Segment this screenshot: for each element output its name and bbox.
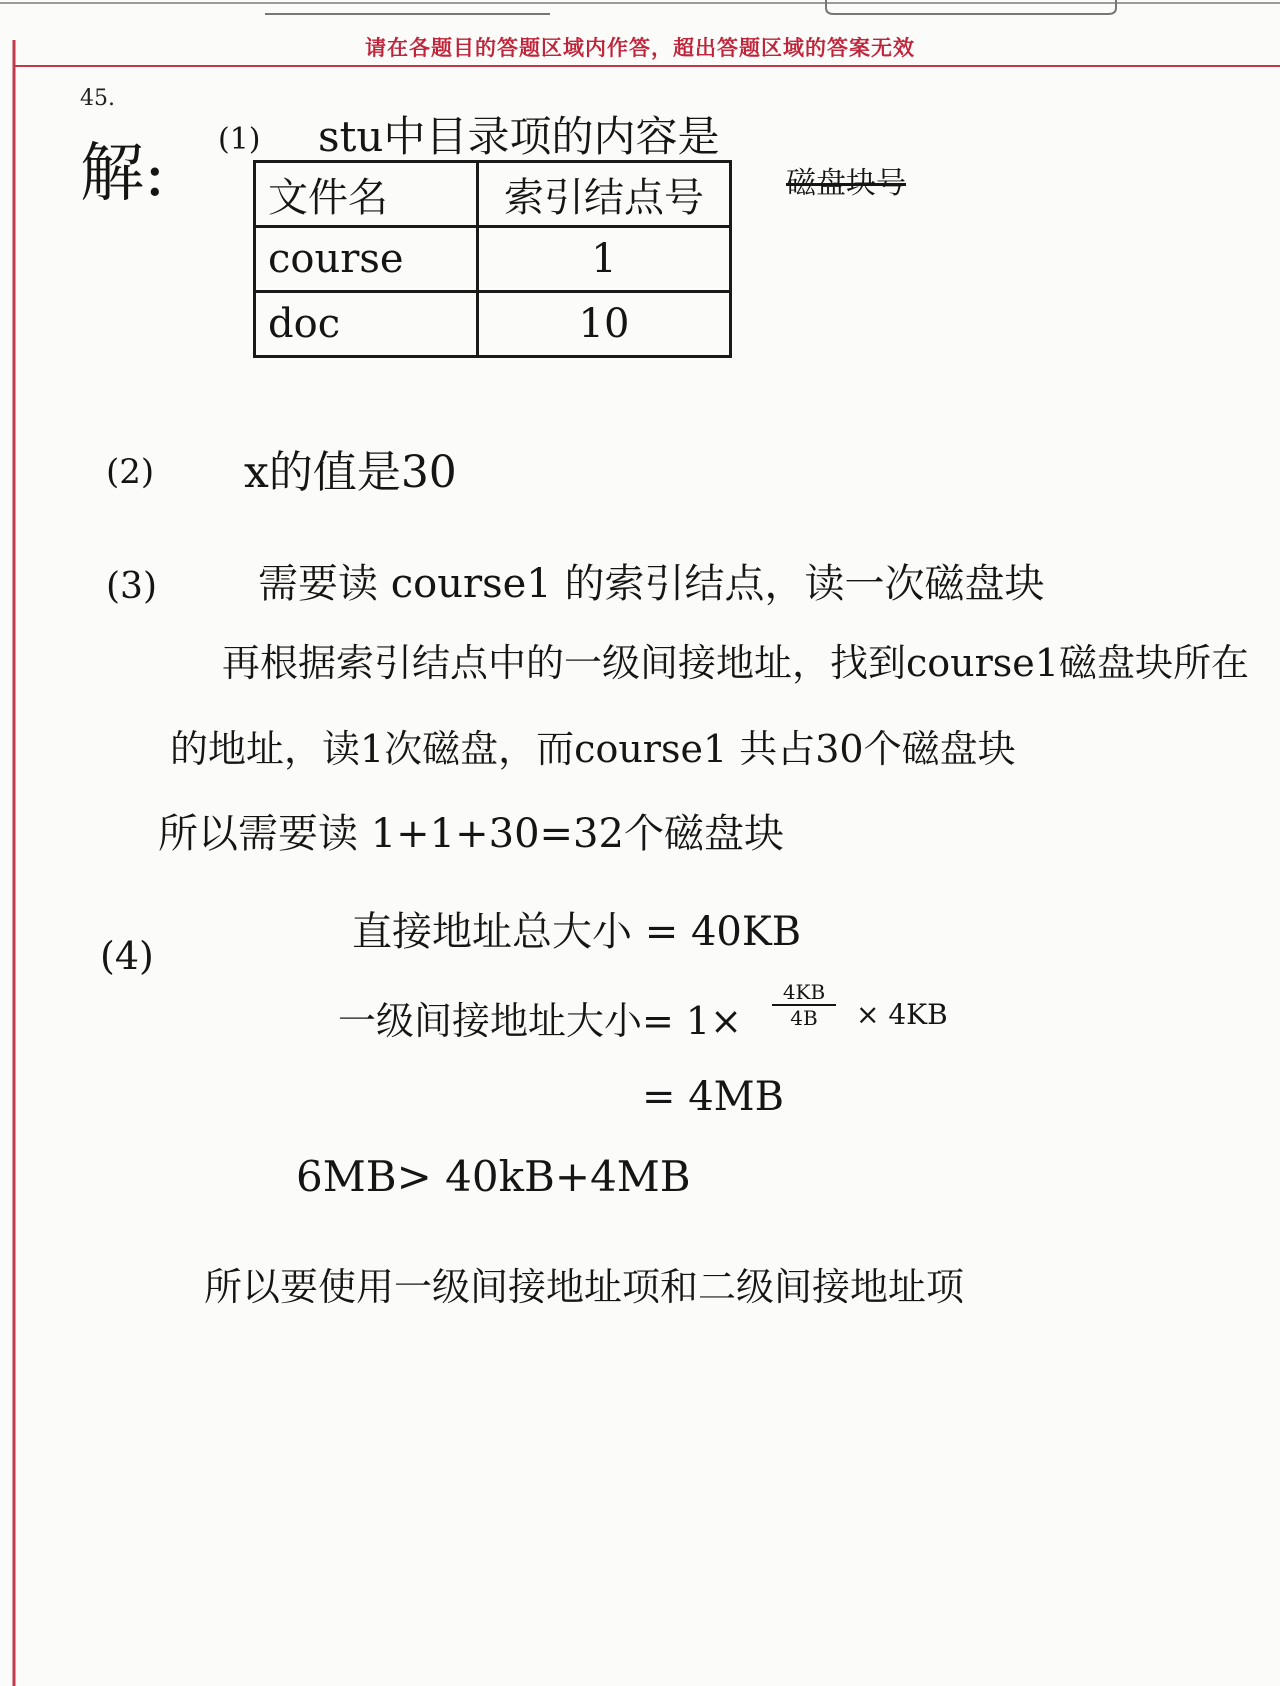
times-suffix: × 4KB (856, 998, 948, 1031)
table-row (255, 227, 731, 292)
part2-label: (2) (106, 452, 155, 492)
fraction-numerator: 4KB (772, 980, 836, 1006)
directory-entry-table (253, 160, 732, 358)
part2-text: x的值是30 (244, 447, 457, 498)
struck-text: 磁盘块号 (786, 166, 906, 201)
table-cell: doc (255, 292, 478, 357)
table-row (255, 292, 731, 357)
header-notice: 请在各题目的答题区域内作答，超出答题区域的答案无效 (365, 36, 915, 60)
part4-line: 所以要使用一级间接地址项和二级间接地址项 (204, 1265, 965, 1309)
part4-line: 一级间接地址大小= 1× (338, 999, 742, 1043)
part3-line: 再根据索引结点中的一级间接地址，找到course1磁盘块所在 (222, 641, 1249, 685)
part3-line: 所以需要读 1+1+30=32个磁盘块 (158, 811, 784, 857)
fraction (772, 980, 836, 1030)
part3-line: 需要读 course1 的索引结点，读一次磁盘块 (258, 561, 1045, 607)
answer-mark: 解: (80, 137, 166, 211)
part3-line: 的地址，读1次磁盘，而course1 共占30个磁盘块 (170, 727, 1016, 771)
table-header-cell: 文件名 (255, 162, 478, 227)
part4-line: 直接地址总大小 = 40KB (352, 909, 802, 955)
part3-label: (3) (106, 566, 157, 607)
part4-line: 6MB> 40kB+4MB (296, 1152, 691, 1201)
table-cell: 10 (478, 292, 731, 357)
part1-label: (1) (218, 122, 261, 157)
part1-heading: stu中目录项的内容是 (318, 112, 720, 161)
fraction-denominator: 4B (790, 1006, 818, 1030)
table-cell: course (255, 227, 478, 292)
question-number: 45. (80, 86, 115, 111)
table-header-row (255, 162, 731, 227)
table-cell: 1 (478, 227, 731, 292)
table-header-cell: 索引结点号 (478, 162, 731, 227)
part4-line: = 4MB (642, 1074, 785, 1120)
part4-label: (4) (100, 934, 154, 978)
